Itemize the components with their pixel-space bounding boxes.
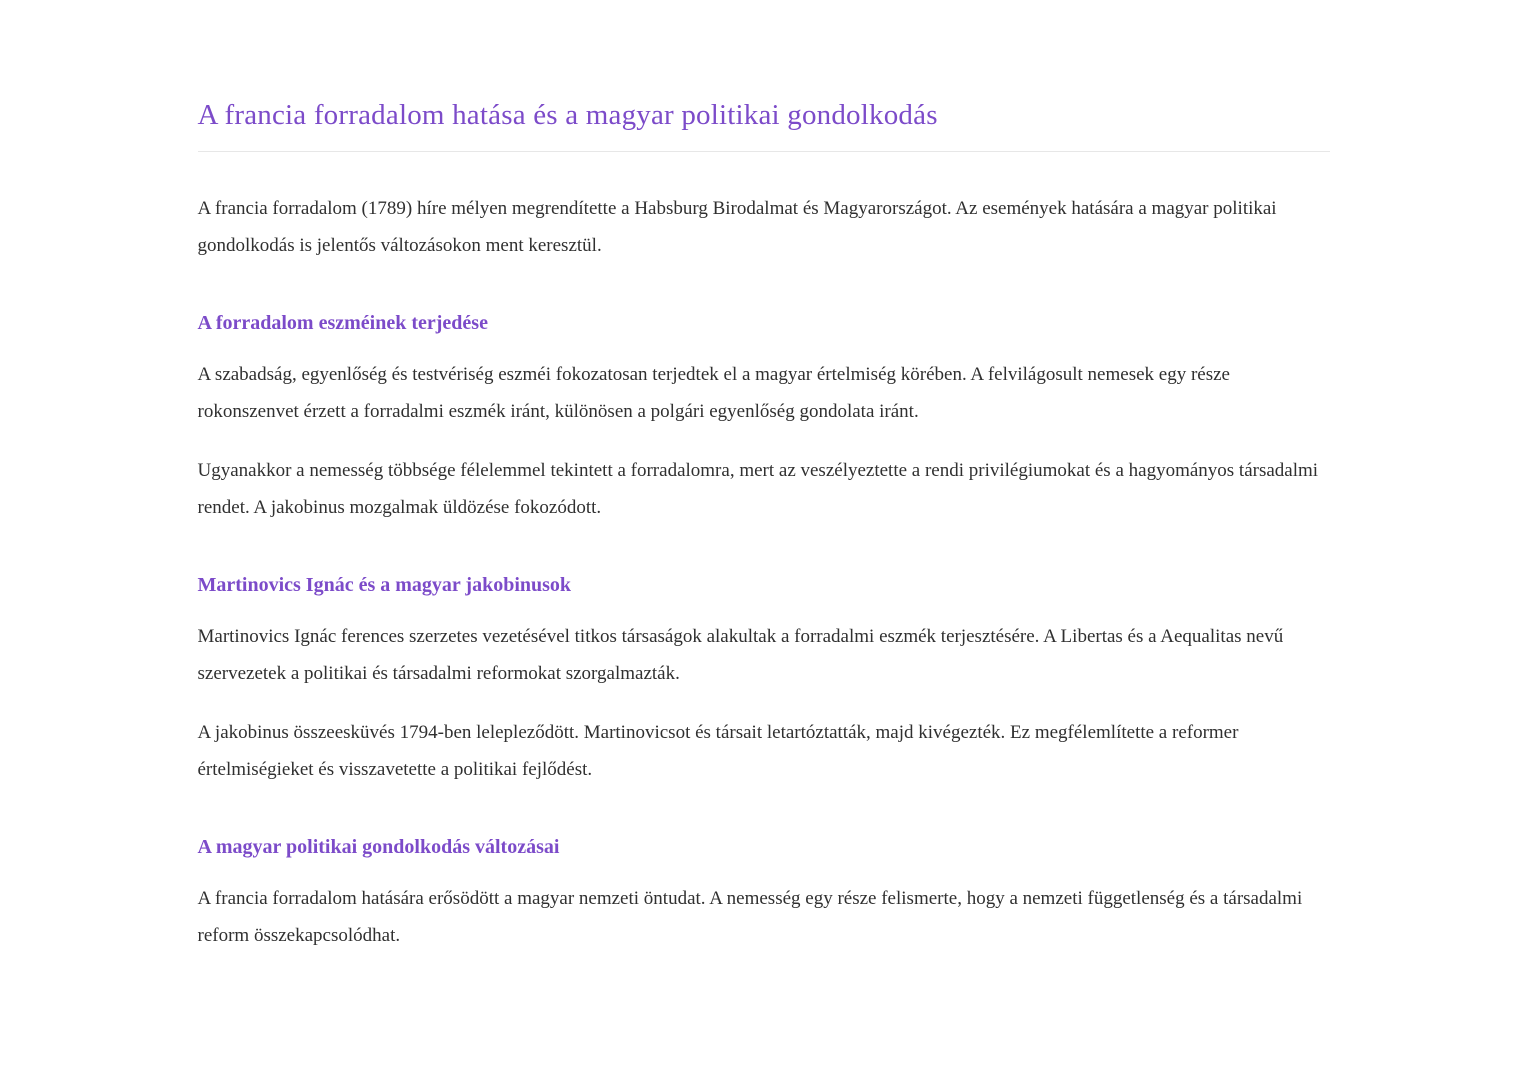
intro-paragraph: A francia forradalom (1789) híre mélyen megrendítette a Habsburg Birodalmat és Magyarországot. Az események hatására a magyar politikai gondolkodás is jelentős változásokon ment keresztül. (197, 197, 1277, 256)
article-body (198, 0, 1330, 954)
paragraph: Martinovics Ignác ferences szerzetes vezetésével titkos társaságok alakultak a forradalmi eszmék terjesztésére. A Libertas és a Aequalitas nevű szervezetek a politikai és társadalmi reformokat szorgalmazták. (197, 625, 1284, 684)
paragraph: Ugyanakkor a nemesség többsége félelemmel tekintett a forradalomra, mert az veszélyeztette a rendi privilégiumokat és a hagyományos társadalmi rendet. A jakobinus mozgalmak üldözése fokozódott. (197, 459, 1319, 518)
title-divider (198, 151, 1330, 152)
section-heading-martinovics: Martinovics Ignác és a magyar jakobinusok (197, 573, 572, 596)
section-heading-revolution-ideas: A forradalom eszméinek terjedése (197, 311, 488, 334)
section-heading-political-thought-changes: A magyar politikai gondolkodás változásai (197, 835, 560, 858)
paragraph: A jakobinus összeesküvés 1794-ben lelepleződött. Martinovicsot és társait letartóztatták, majd kivégezték. Ez megfélemlítette a reformer értelmiségieket és visszavetette a politikai fejlődést. (197, 721, 1239, 780)
paragraph: A francia forradalom hatására erősödött a magyar nemzeti öntudat. A nemesség egy része felismerte, hogy a nemzeti függetlenség és a társadalmi reform összekapcsolódhat. (197, 887, 1303, 946)
paragraph: A szabadság, egyenlőség és testvériség eszméi fokozatosan terjedtek el a magyar értelmiség körében. A felvilágosult nemesek egy része rokonszenvet érzett a forradalmi eszmék iránt, különösen a polgári egyenlőség gondolata iránt. (197, 363, 1230, 422)
page-title: A francia forradalom hatása és a magyar politikai gondolkodás (197, 99, 938, 131)
